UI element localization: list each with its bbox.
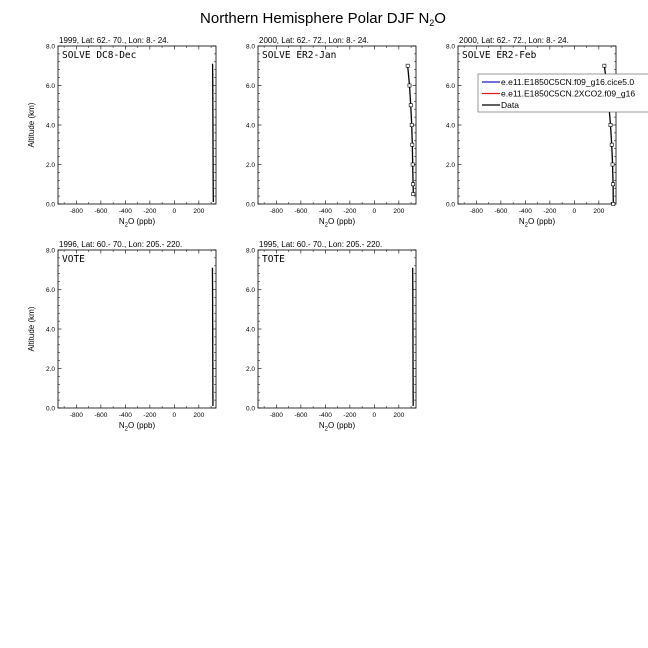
- y-tick-label: 6.0: [45, 286, 55, 294]
- x-tick-label: -200: [543, 208, 557, 215]
- x-tick-label: -400: [118, 412, 132, 419]
- x-tick-label: -200: [143, 208, 157, 215]
- x-tick-label: -600: [294, 412, 308, 419]
- panel-2: [246, 36, 416, 229]
- x-axis-label: $N_2O$ (ppb): [318, 421, 356, 433]
- x-tick-label: 200: [393, 412, 405, 419]
- data-point: [409, 104, 412, 107]
- x-tick-label: -800: [269, 208, 283, 215]
- inset-label: SOLVE ER2-Jan: [262, 50, 337, 61]
- panel-subtitle: 1999, Lat: 62.- 70., Lon: 8.- 24.: [59, 36, 169, 45]
- panel-1: [27, 36, 216, 229]
- x-tick-label: -600: [494, 208, 508, 215]
- y-tick-label: 0.0: [245, 405, 255, 413]
- y-tick-label: 4.0: [445, 122, 455, 130]
- y-tick-label: 4.0: [245, 122, 255, 130]
- inset-label: SOLVE ER2-Feb: [462, 50, 537, 61]
- data-point: [411, 163, 414, 166]
- data-point: [406, 64, 409, 67]
- y-tick-label: 8.0: [45, 43, 55, 51]
- panel-subtitle: 2000, Lat: 62.- 72., Lon: 8.- 24.: [259, 36, 369, 45]
- x-tick-label: 0: [172, 208, 177, 215]
- x-tick-label: -800: [469, 208, 483, 215]
- plot-frame: [458, 46, 616, 204]
- plot-frame: [258, 250, 416, 408]
- y-tick-label: 4.0: [245, 326, 255, 334]
- plot-frame: [58, 46, 216, 204]
- legend-label: e.e11.E1850C5CN.f09_g16.cice5.0: [501, 77, 635, 87]
- data-point: [410, 123, 413, 126]
- x-tick-label: 200: [193, 208, 205, 215]
- data-point: [610, 143, 613, 146]
- x-tick-label: -600: [294, 208, 308, 215]
- x-tick-label: -400: [118, 208, 132, 215]
- data-point: [611, 183, 614, 186]
- data-point: [411, 183, 414, 186]
- legend-label: Data: [501, 100, 519, 110]
- y-tick-label: 0.0: [245, 201, 255, 209]
- data-point: [412, 193, 415, 196]
- y-tick-label: 0.0: [445, 201, 455, 209]
- x-tick-label: 0: [372, 412, 377, 419]
- data-point: [411, 143, 414, 146]
- data-point: [612, 202, 615, 205]
- x-tick-label: -800: [69, 412, 83, 419]
- y-tick-label: 0.0: [45, 201, 55, 209]
- x-tick-label: -200: [143, 412, 157, 419]
- plot-frame: [258, 46, 416, 204]
- y-tick-label: 6.0: [445, 82, 455, 90]
- y-tick-label: 2.0: [445, 161, 455, 169]
- y-tick-label: 4.0: [45, 326, 55, 334]
- data-point: [609, 123, 612, 126]
- x-tick-label: -600: [94, 412, 108, 419]
- inset-label: VOTE: [62, 254, 85, 265]
- figure-title: Northern Hemisphere Polar DJF $N_2O$: [200, 10, 446, 28]
- x-tick-label: 0: [372, 208, 377, 215]
- panel-subtitle: 1996, Lat: 60.- 70., Lon: 205.- 220.: [59, 240, 183, 249]
- x-tick-label: -400: [518, 208, 532, 215]
- y-tick-label: 8.0: [45, 247, 55, 255]
- panel-3: [446, 36, 616, 229]
- x-tick-label: -200: [343, 208, 357, 215]
- x-axis-label: $N_2O$ (ppb): [318, 217, 356, 229]
- y-tick-label: 2.0: [45, 161, 55, 169]
- x-tick-label: 200: [393, 208, 405, 215]
- panel-5: [246, 240, 416, 433]
- x-tick-label: 200: [193, 412, 205, 419]
- x-tick-label: -400: [318, 208, 332, 215]
- data-point: [603, 64, 606, 67]
- x-tick-label: 200: [593, 208, 605, 215]
- x-axis-label: $N_2O$ (ppb): [118, 217, 156, 229]
- plot-frame: [58, 250, 216, 408]
- x-tick-label: 0: [172, 412, 177, 419]
- x-tick-label: 0: [572, 208, 577, 215]
- x-tick-label: -800: [69, 208, 83, 215]
- y-tick-label: 2.0: [245, 365, 255, 373]
- x-tick-label: -400: [318, 412, 332, 419]
- y-tick-label: 8.0: [445, 43, 455, 51]
- y-tick-label: 6.0: [245, 286, 255, 294]
- inset-label: TOTE: [262, 254, 285, 265]
- y-tick-label: 0.0: [45, 405, 55, 413]
- y-tick-label: 4.0: [45, 122, 55, 130]
- x-tick-label: -200: [343, 412, 357, 419]
- inset-label: SOLVE DC8-Dec: [62, 50, 137, 61]
- data-point: [611, 163, 614, 166]
- y-tick-label: 2.0: [245, 161, 255, 169]
- x-tick-label: -800: [269, 412, 283, 419]
- panel-subtitle: 2000, Lat: 62.- 72., Lon: 8.- 24.: [459, 36, 569, 45]
- panel-4: [27, 240, 216, 433]
- legend: [478, 74, 648, 112]
- x-tick-label: -600: [94, 208, 108, 215]
- y-axis-label: Altitude (km): [27, 102, 36, 148]
- y-tick-label: 8.0: [245, 247, 255, 255]
- y-tick-label: 6.0: [45, 82, 55, 90]
- x-axis-label: $N_2O$ (ppb): [118, 421, 156, 433]
- y-tick-label: 8.0: [245, 43, 255, 51]
- data-point: [408, 84, 411, 87]
- y-tick-label: 2.0: [45, 365, 55, 373]
- y-tick-label: 6.0: [245, 82, 255, 90]
- legend-label: e.e11.E1850C5CN.2XCO2.f09_g16: [501, 88, 636, 99]
- series-line-data: [213, 64, 214, 202]
- y-axis-label: Altitude (km): [27, 306, 36, 352]
- panel-subtitle: 1995, Lat: 60.- 70., Lon: 205.- 220.: [259, 240, 383, 249]
- x-axis-label: $N_2O$ (ppb): [518, 217, 556, 229]
